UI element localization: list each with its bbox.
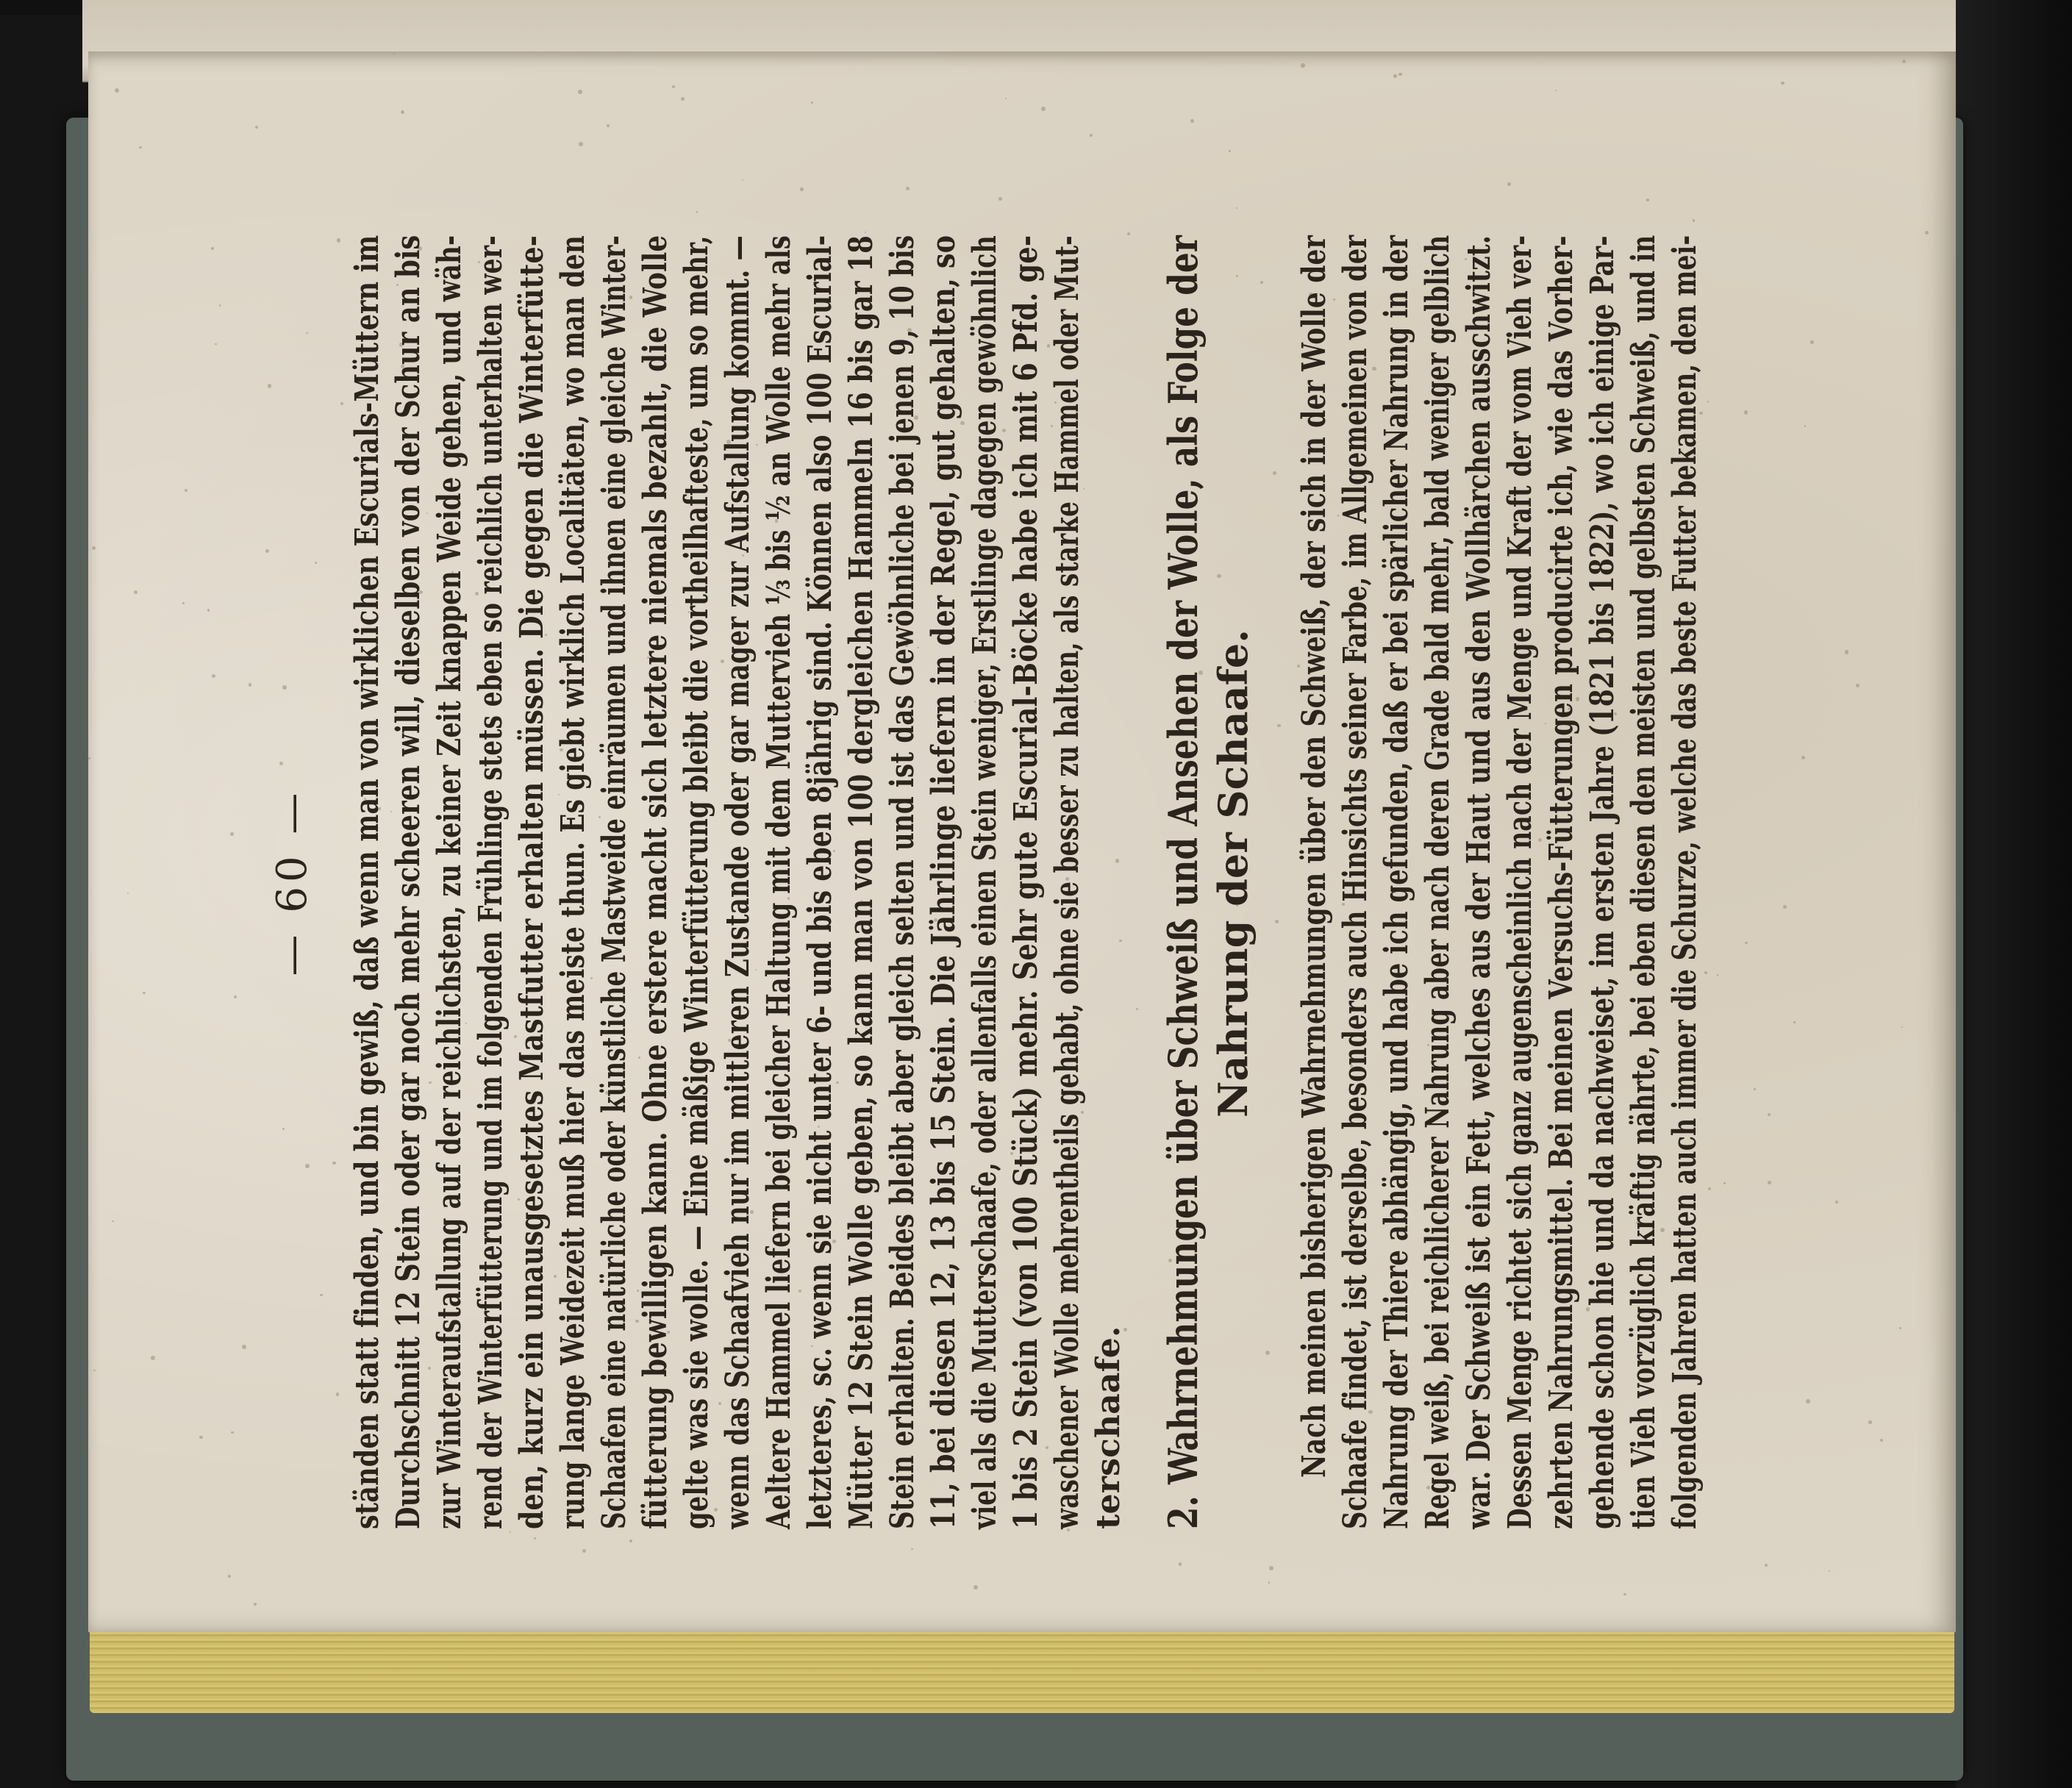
text-line: Aeltere Hammel liefern bei gleicher Haltung mit dem Muttervieh ⅓ bis ½ an Wolle mehr als bbox=[760, 235, 798, 1529]
paper-speck bbox=[1393, 74, 1397, 78]
text-line: Nach meinen bisherigen Wahrnehmungen über den Schweiß, der sich in der Wolle der bbox=[1296, 235, 1333, 1478]
paper-speck bbox=[672, 85, 675, 88]
paper-speck bbox=[1745, 942, 1748, 945]
paper-speck bbox=[254, 1603, 257, 1606]
paper-speck bbox=[268, 384, 272, 388]
paper-speck bbox=[1801, 756, 1805, 759]
paper-speck bbox=[230, 832, 234, 836]
paper-speck bbox=[578, 90, 582, 94]
text-line: ständen statt finden, und bin gewiß, daß wenn man von wirklichen Escurials-Müttern im bbox=[349, 235, 386, 1529]
paper-speck bbox=[742, 179, 743, 181]
paper-speck bbox=[1507, 182, 1511, 186]
paper-speck bbox=[393, 53, 396, 55]
paper-speck bbox=[534, 1537, 536, 1540]
text-line: gehende schon hie und da nachweiset, im ersten Jahre (1821 bis 1822), wo ich einige Par- bbox=[1584, 235, 1621, 1529]
paper-speck bbox=[1783, 905, 1787, 909]
paper-speck bbox=[906, 187, 910, 190]
text-line: zehrten Nahrungsmittel. Bei meinen Versuchs-Fütterungen producirte ich, wie das Vorher- bbox=[1543, 235, 1580, 1529]
text-line: rung lange Weidezeit muß hier das meiste thun. Es giebt wirklich Localitäten, wo man den bbox=[554, 235, 592, 1529]
paper-speck bbox=[1269, 1566, 1273, 1570]
rotated-text-block bbox=[268, 235, 1743, 1529]
paper-speck bbox=[1041, 107, 1046, 111]
paper-speck bbox=[1754, 1088, 1755, 1090]
text-line: den, kurz ein unausgesetztes Mastfutter erhalten müssen. Die gegen die Winterfütte- bbox=[513, 235, 551, 1529]
text-line: gelte was sie wolle. — Eine mäßige Winterfütterung bleibt die vortheilhafteste, um so mehr, bbox=[678, 235, 715, 1529]
paper-speck bbox=[199, 1436, 203, 1440]
paper-speck bbox=[696, 211, 698, 212]
paper-speck bbox=[1190, 119, 1194, 123]
text-line: waschener Wolle mehrentheils gehabt, ohne sie besser zu halten, als starke Hammel oder Mut- bbox=[1048, 235, 1086, 1529]
paper-speck bbox=[182, 602, 185, 604]
paper-speck bbox=[1268, 1581, 1270, 1583]
text-line: fütterung bewilligen kann. Ohne erstere macht sich letztere niemals bezahlt, die Wolle bbox=[637, 235, 674, 1529]
paper-speck bbox=[582, 1549, 586, 1553]
paper-speck bbox=[999, 197, 1002, 201]
paper-speck bbox=[1868, 1420, 1872, 1424]
paper-speck bbox=[255, 126, 258, 129]
paper-speck bbox=[249, 683, 251, 686]
paper-speck bbox=[1806, 1399, 1810, 1403]
paper-speck bbox=[242, 1345, 246, 1349]
paper-speck bbox=[88, 757, 90, 759]
text-line: wenn das Schaafvieh nur im mittleren Zustande oder gar mager zur Aufstallung kommt. — bbox=[719, 235, 757, 1529]
text-line: zur Winteraufstallung auf der reichlichsten, zu keiner Zeit knappen Weide gehen, und wäh- bbox=[431, 235, 468, 1529]
paper-speck bbox=[1179, 1562, 1182, 1566]
paper-speck bbox=[1229, 150, 1231, 152]
paper-speck bbox=[185, 489, 187, 492]
paper-speck bbox=[1398, 73, 1402, 76]
paper-speck bbox=[1804, 425, 1806, 426]
paper-speck bbox=[1744, 410, 1748, 415]
text-line: Durchschnitt 12 Stein oder gar noch mehr scheeren will, dieselben von der Schur an bis bbox=[390, 235, 427, 1529]
paper-speck bbox=[811, 101, 813, 104]
paper-speck bbox=[1829, 1570, 1830, 1572]
text-line: Regel weiß, bei reichlicherer Nahrung aber nach deren Grade bald mehr, bald weniger gelblich bbox=[1419, 235, 1457, 1529]
paper-speck bbox=[1236, 207, 1237, 209]
paper-speck bbox=[1555, 90, 1557, 91]
text-line: 11, bei diesen 12, 13 bis 15 Stein. Die Jährlinge liefern in der Regel, gut gehalten, so bbox=[925, 235, 962, 1529]
paper-speck bbox=[1856, 684, 1860, 687]
text-line: Dessen Menge richtet sich ganz augenscheinlich nach der Menge und Kraft der vom Vieh ver- bbox=[1501, 235, 1539, 1529]
paper-speck bbox=[228, 1575, 231, 1578]
text-line: Schaafe findet, ist derselbe, besonders auch Hinsichts seiner Farbe, im Allgemeinen von der bbox=[1337, 235, 1374, 1529]
paper-speck bbox=[219, 304, 221, 307]
heading-line: Nahrung der Schaafe. bbox=[1210, 629, 1257, 1118]
paper-speck bbox=[681, 97, 685, 101]
text-line: Stein erhalten. Beides bleibt aber gleich selten und ist das Gewöhnliche bei jenen 9, 10 bis bbox=[884, 235, 921, 1529]
paper-speck bbox=[1646, 199, 1649, 201]
paper-speck bbox=[1623, 1593, 1626, 1595]
text-line: Schaafen eine natürliche oder künstliche Mastweide einräumen und ihnen eine gleiche Winter- bbox=[596, 235, 633, 1529]
paper-speck bbox=[1768, 1113, 1771, 1116]
paper-speck bbox=[911, 1548, 912, 1550]
paper-speck bbox=[579, 142, 583, 146]
paper-speck bbox=[607, 124, 610, 127]
paper-speck bbox=[92, 546, 96, 551]
paper-speck bbox=[1845, 650, 1849, 654]
paper-speck bbox=[1880, 1439, 1883, 1442]
text-line: viel als die Mutterschaafe, oder allenfalls einen Stein weniger, Erstlinge dagegen gewöhnlich bbox=[966, 235, 1004, 1529]
text-line: terschaafe. bbox=[1090, 1326, 1127, 1529]
paper-speck bbox=[134, 590, 137, 594]
paper-speck bbox=[231, 1431, 233, 1434]
background-right bbox=[1956, 0, 2072, 1788]
paper-speck bbox=[1301, 63, 1304, 67]
text-line: war. Der Schweiß ist ein Fett, welches aus der Haut und aus den Wollhärchen ausschwitzt. bbox=[1460, 235, 1498, 1529]
paper-speck bbox=[1793, 1021, 1796, 1023]
paper-speck bbox=[401, 110, 404, 114]
paper-speck bbox=[143, 992, 145, 994]
text-line: Mütter 12 Stein Wolle geben, so kann man von 100 dergleichen Hammeln 16 bis gar 18 bbox=[843, 235, 880, 1529]
paper-speck bbox=[265, 549, 269, 553]
paper-speck bbox=[974, 1585, 978, 1589]
paper-speck bbox=[510, 1531, 511, 1533]
paper-speck bbox=[1005, 98, 1007, 99]
paper-speck bbox=[1899, 1327, 1901, 1329]
paper-speck bbox=[800, 187, 803, 190]
text-line: folgenden Jahren hatten auch immer die Schurze, welche das beste Futter bekamen, den mei- bbox=[1666, 235, 1704, 1529]
paper-speck bbox=[1925, 231, 1929, 235]
paper-speck bbox=[234, 995, 237, 998]
text-line: rend der Winterfütterung und im folgenden Frühlinge stets eben so reichlich unterhalten wer- bbox=[472, 235, 510, 1529]
paper-speck bbox=[1781, 82, 1784, 85]
paper-speck bbox=[1090, 134, 1093, 137]
paper-speck bbox=[93, 1370, 96, 1372]
text-line: letzteres, sc. wenn sie nicht unter 6- und bis eben 8jährig sind. Können also 100 Escurial- bbox=[801, 235, 839, 1529]
paper-speck bbox=[112, 1220, 114, 1223]
text-line: tien Vieh vorzüglich kräftig nährte, bei eben diesen den meisten und gelbsten Schweiß, und in bbox=[1625, 235, 1662, 1529]
heading-line: 2. Wahrnehmungen über Schweiß und Ansehen der Wolle, als Folge der bbox=[1160, 235, 1207, 1529]
paper-speck bbox=[215, 343, 216, 345]
paper-speck bbox=[139, 146, 141, 149]
paper-speck bbox=[151, 1356, 155, 1360]
paper-speck bbox=[212, 674, 215, 678]
text-line: Nahrung der Thiere abhängig, und habe ich gefunden, daß er bei spärlicher Nahrung in der bbox=[1378, 235, 1415, 1529]
paper-speck bbox=[629, 1540, 632, 1542]
paper-speck bbox=[1901, 1026, 1903, 1028]
paper-speck bbox=[1768, 1181, 1771, 1184]
paper-speck bbox=[1810, 340, 1814, 344]
paper-speck bbox=[207, 609, 210, 612]
paper-speck bbox=[1902, 60, 1906, 63]
paper-speck bbox=[1765, 1564, 1768, 1567]
paper-speck bbox=[1835, 1201, 1838, 1204]
paper-speck bbox=[865, 232, 866, 233]
text-line: 1 bis 2 Stein (von 100 Stück) mehr. Sehr gute Escurial-Böcke habe ich mit 6 Pfd. ge- bbox=[1007, 235, 1045, 1529]
paper-speck bbox=[127, 893, 129, 894]
paper-speck bbox=[211, 247, 214, 250]
page-number: — 60 — bbox=[268, 788, 316, 976]
paper-speck bbox=[115, 88, 119, 93]
paper-speck bbox=[1693, 219, 1696, 222]
